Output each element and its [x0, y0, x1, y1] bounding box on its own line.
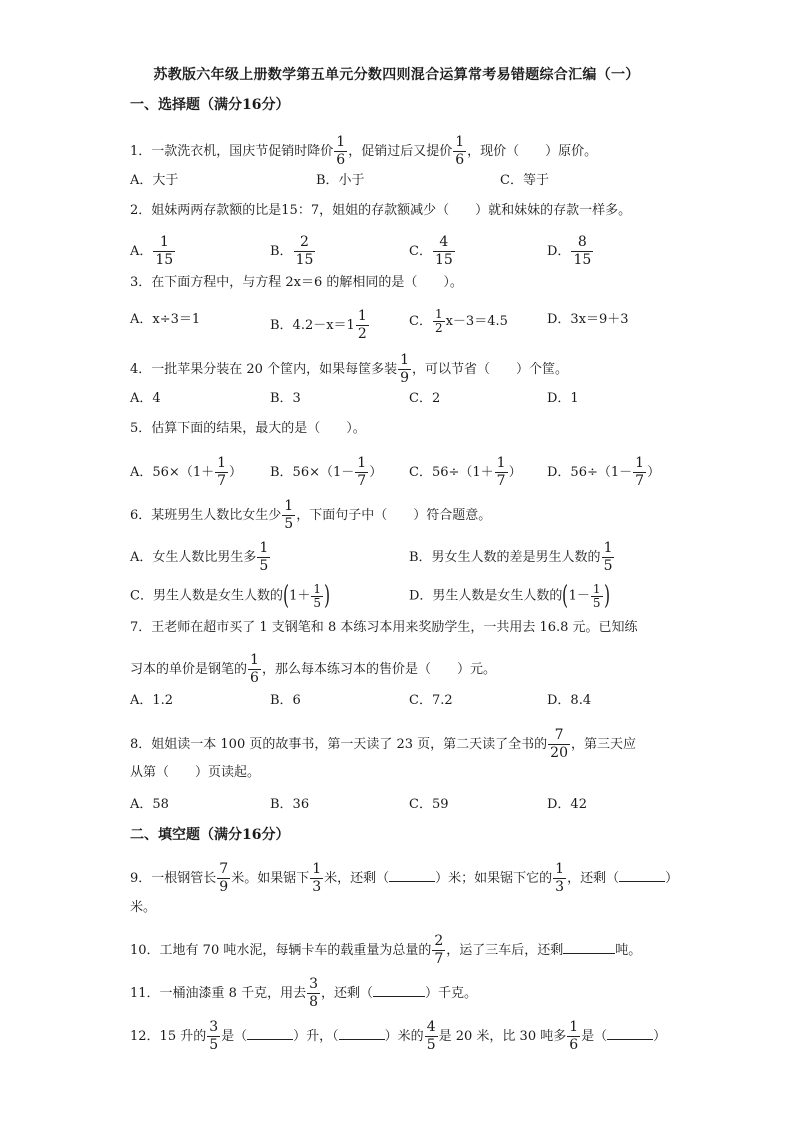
question-7-cont: 习本的单价是钢笔的 $\frac{1}{6}$ ，那么每本练习本的售价是（ ）元。: [130, 652, 496, 686]
answer-blank[interactable]: [389, 867, 435, 882]
option-a[interactable]: A．58: [130, 797, 169, 812]
option-b[interactable]: B．4.2－x＝1 $\frac{1}{2}$: [270, 308, 367, 342]
fraction: $\frac{4}{15}$: [434, 234, 453, 268]
fraction: $\frac{2}{7}$: [434, 933, 444, 967]
question-text: 1．一款洗衣机，国庆节促销时降价: [130, 144, 334, 159]
question-8-cont: 从第（ ）页读起。: [130, 765, 261, 780]
option-a[interactable]: A．女生人数比男生多 $\frac{1}{5}$: [130, 540, 269, 574]
question-5: 5．估算下面的结果，最大的是（ ）。: [130, 421, 366, 436]
option-c[interactable]: C．男生人数是女生人数的(1＋ $\frac{1}{5}$ ): [130, 581, 331, 611]
option-a[interactable]: A．56×（1＋ $\frac{1}{7}$ ）: [130, 455, 243, 489]
option-b[interactable]: B．6: [270, 693, 301, 708]
option-d[interactable]: D．1: [547, 391, 579, 406]
option-c[interactable]: C．59: [409, 797, 449, 812]
option-d[interactable]: D．42: [547, 797, 587, 812]
question-6: 6．某班男生人数比女生少 $\frac{1}{5}$ ，下面句子中（ ）符合题意。: [130, 498, 492, 532]
fraction: $\frac{1}{6}$: [336, 134, 346, 168]
option-d[interactable]: D．3x＝9＋3: [547, 312, 629, 327]
option-b[interactable]: B．56×（1－ $\frac{1}{7}$ ）: [270, 455, 383, 489]
question-9: 9．一根钢管长 $\frac{7}{9}$ 米。如果锯下 $\frac{1}{3}$ 米，还剩（ ）米；如果锯下它的 $\frac{1}{3}$ ，还剩（ ）: [130, 861, 679, 895]
fraction: $\frac{1}{2}$: [357, 308, 367, 342]
answer-blank[interactable]: [563, 939, 615, 954]
question-9-cont: 米。: [130, 900, 157, 915]
question-text: ，促销过后又提价: [348, 144, 453, 159]
option-d[interactable]: D．8.4: [547, 693, 592, 708]
option-a[interactable]: A．4: [130, 391, 161, 406]
fraction: $\frac{1}{5}$: [603, 540, 613, 574]
option-a[interactable]: A．x÷3＝1: [130, 312, 201, 327]
fraction: $\frac{1}{5}$: [592, 581, 601, 610]
option-c[interactable]: C．7.2: [409, 693, 453, 708]
fraction: $\frac{2}{15}$: [295, 234, 314, 268]
fraction: $\frac{8}{15}$: [573, 234, 592, 268]
question-1: [130, 134, 597, 169]
fraction: $\frac{1}{15}$: [155, 234, 174, 268]
fraction: $\frac{3}{8}$: [309, 976, 318, 1010]
fraction: $\frac{1}{7}$: [217, 455, 227, 489]
fraction: $\frac{7}{9}$: [219, 861, 229, 895]
fraction: $\frac{1}{9}$: [400, 352, 409, 386]
fraction: $\frac{3}{5}$: [209, 1019, 219, 1053]
option-c[interactable]: C．2: [409, 391, 441, 406]
fraction: $\frac{1}{6}$: [455, 134, 465, 168]
question-8: 8．姐姐读一本 100 页的故事书，第一天读了 23 页，第二天读了全书的 $\frac{7}{20}$ ，第三天应: [130, 727, 636, 761]
fraction: $\frac{1}{3}$: [555, 861, 565, 895]
option-b[interactable]: B．小于: [316, 173, 365, 188]
option-d[interactable]: D．56÷（1－ $\frac{1}{7}$ ）: [547, 455, 661, 489]
answer-blank[interactable]: [607, 1025, 653, 1040]
option-b[interactable]: B．36: [270, 797, 310, 812]
option-b[interactable]: B． $\frac{2}{15}$: [270, 234, 314, 268]
question-7: 7．王老师在超市买了 1 支钢笔和 8 本练习本用来奖励学生，一共用去 16.8 元。已知练: [130, 620, 638, 635]
answer-blank[interactable]: [619, 867, 665, 882]
option-a[interactable]: A．大于: [130, 173, 179, 188]
question-10: 10．工地有 70 吨水泥，每辆卡车的载重量为总量的 $\frac{2}{7}$ ，运了三车后，还剩 吨。: [130, 933, 642, 967]
fraction: $\frac{7}{20}$: [550, 727, 568, 761]
fraction: $\frac{1}{5}$: [259, 540, 269, 574]
fraction: $\frac{1}{5}$: [313, 581, 322, 610]
question-12: 12．15 升的 $\frac{3}{5}$ 是（ ）升，（ ）米的 $\frac{4}{5}$ 是 20 米，比 30 吨多 $\frac{1}{6}$ 是（ ）: [130, 1019, 667, 1053]
option-b[interactable]: B．3: [270, 391, 301, 406]
answer-blank[interactable]: [339, 1025, 385, 1040]
fraction: $\frac{1}{2}$: [434, 307, 443, 335]
fraction: $\frac{1}{6}$: [569, 1019, 579, 1053]
question-text: ，现价（ ）原价。: [467, 144, 598, 159]
option-d[interactable]: D．男生人数是女生人数的(1－ $\frac{1}{5}$ ): [409, 581, 610, 611]
fraction: $\frac{1}{5}$: [284, 498, 294, 532]
answer-blank[interactable]: [247, 1025, 293, 1040]
fraction: $\frac{4}{5}$: [426, 1019, 436, 1053]
section-heading-fill: 二、填空题（满分16分）: [130, 827, 290, 843]
fraction: $\frac{1}{6}$: [250, 652, 259, 686]
option-c[interactable]: C． $\frac{4}{15}$: [409, 234, 453, 268]
fraction: $\frac{1}{7}$: [496, 455, 506, 489]
section-heading-choice: 一、选择题（满分16分）: [130, 97, 290, 113]
option-a[interactable]: A． $\frac{1}{15}$: [130, 234, 174, 268]
question-4: 4．一批苹果分装在 20 个筐内，如果每筐多装 $\frac{1}{9}$ ，可以节省（ ）个筐。: [130, 352, 569, 386]
option-c[interactable]: C．等于: [500, 173, 549, 188]
question-3: 3．在下面方程中，与方程 2x＝6 的解相同的是（ ）。: [130, 275, 463, 290]
option-a[interactable]: A．1.2: [130, 693, 174, 708]
fraction: $\frac{1}{7}$: [635, 455, 645, 489]
fraction: $\frac{1}{7}$: [357, 455, 367, 489]
option-c[interactable]: C． $\frac{1}{2}$ x－3＝4.5: [409, 307, 508, 335]
question-11: 11．一桶油漆重 8 千克，用去 $\frac{3}{8}$ ，还剩（ ）千克。: [130, 976, 478, 1010]
answer-blank[interactable]: [373, 982, 425, 997]
question-2: 2．姐妹两两存款额的比是15：7，姐姐的存款额减少（ ）就和妹妹的存款一样多。: [130, 203, 632, 218]
fraction: $\frac{1}{3}$: [312, 861, 322, 895]
option-d[interactable]: D． $\frac{8}{15}$: [547, 234, 592, 268]
option-c[interactable]: C．56÷（1＋ $\frac{1}{7}$ ）: [409, 455, 522, 489]
page-title: 苏教版六年级上册数学第五单元分数四则混合运算常考易错题综合汇编（一）: [153, 67, 640, 83]
option-b[interactable]: B．男女生人数的差是男生人数的 $\frac{1}{5}$: [409, 540, 613, 574]
